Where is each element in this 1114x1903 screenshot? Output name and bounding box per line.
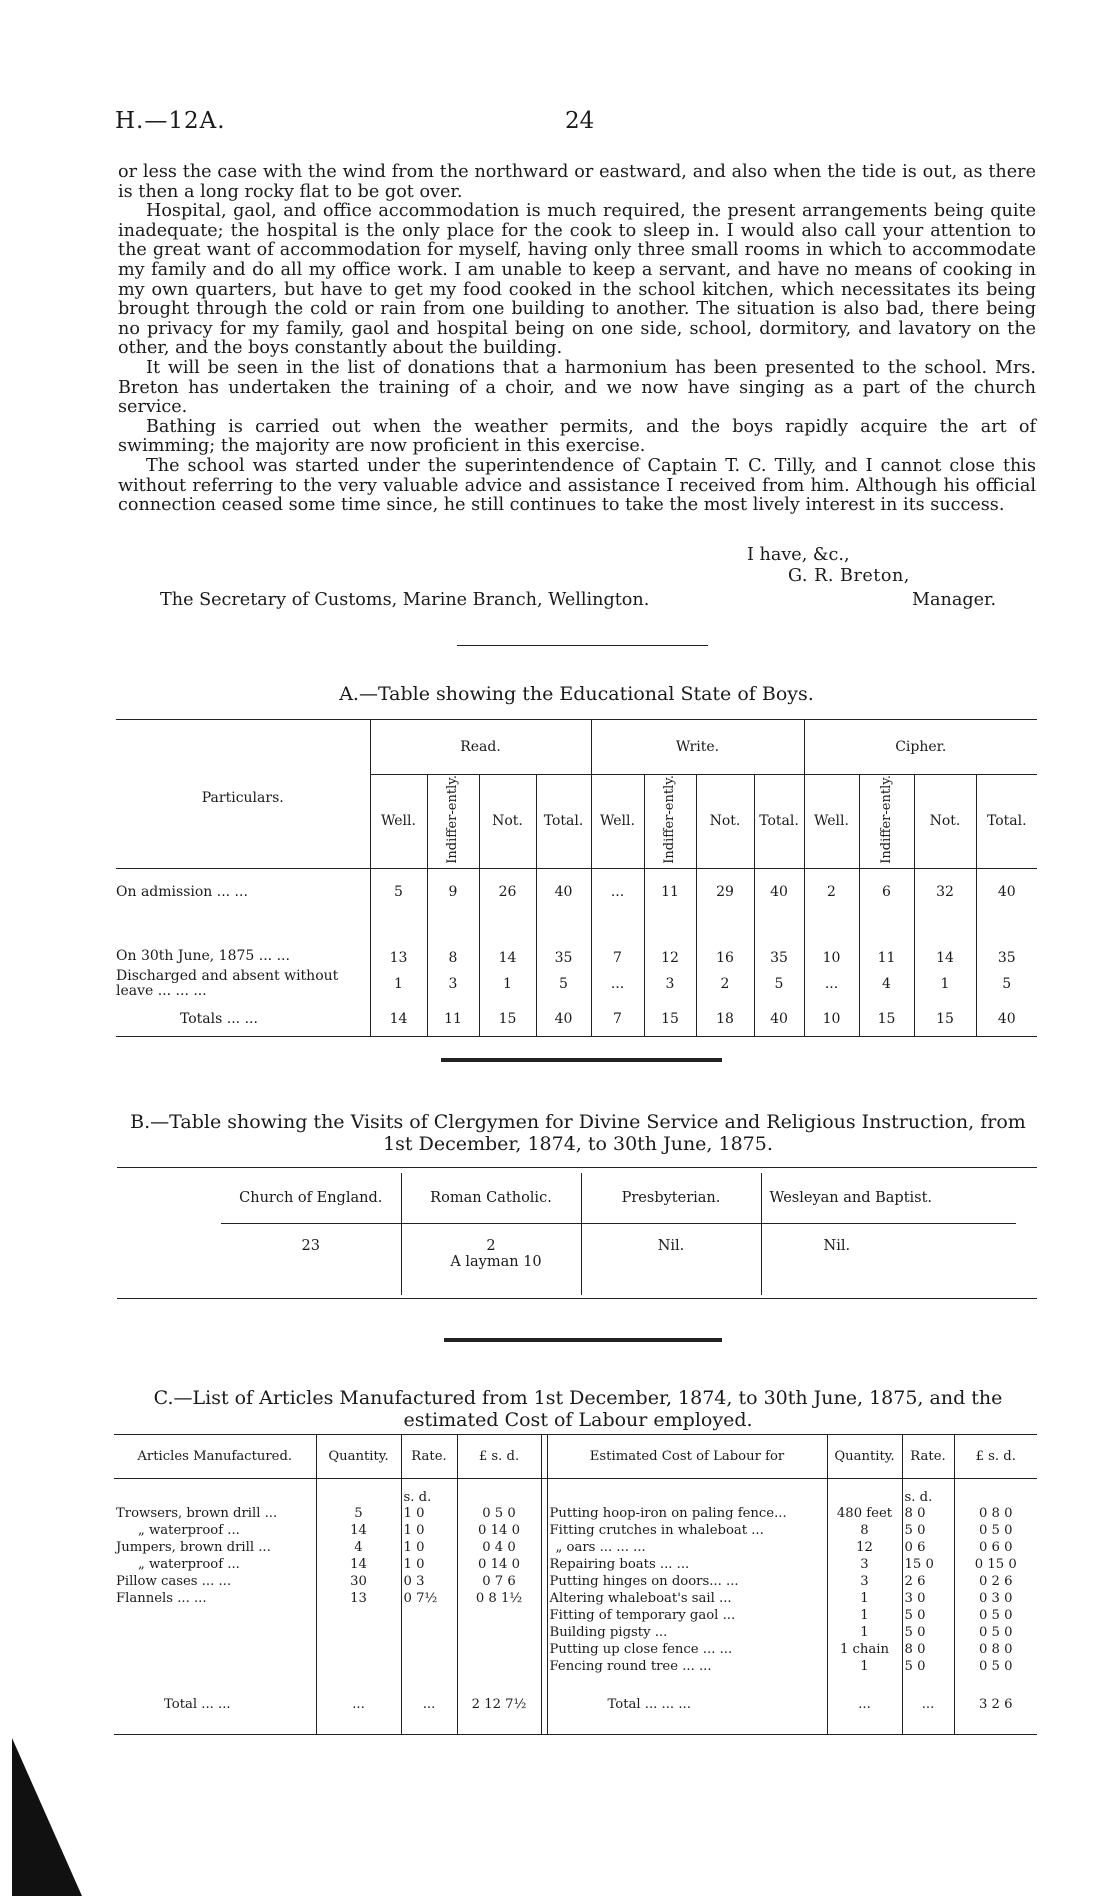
particulars-header: Particulars. [201,789,284,806]
table-row: „ waterproof ... 14 1 0 0 14 0 Fitting crutches in whaleboat ... 8 5 0 0 5 0 [114,1522,1037,1539]
paragraph: or less the case with the wind from the northward or eastward, and also when the tide is out, as there is then a long rocky flat to be got over. [118,162,1036,202]
letter-body [118,163,1036,516]
table-row: Putting up close fence ... ... 1 chain 8 0 0 8 0 [114,1641,1037,1658]
write-header: Write. [591,720,804,775]
col-total: Total. [536,775,591,869]
col-total: Total. [754,775,804,869]
table-c-caption: C.—List of Articles Manufactured from 1st December, 1874, to 30th June, 1875, and the estimated Cost of Labour employed. [153,1387,1003,1431]
quantity-header: Quantity. [316,1435,401,1479]
amount-header: £ s. d. [954,1435,1037,1479]
wesleyan-baptist-value: Nil. [761,1223,1016,1295]
col-total: Total. [976,775,1037,869]
table-b [221,1173,1016,1295]
col-not: Not. [914,775,976,869]
amount-header: £ s. d. [457,1435,541,1479]
table-row: Trowsers, brown drill ... 5 1 0 0 5 0 Putting hoop-iron on paling fence... 480 feet 8 0 0 8 0 [114,1505,1037,1522]
table-row: Discharged and absent without leave ... ... ... 1 3 1 5 ... 3 2 5 ... 4 1 5 [116,966,1037,1002]
table-a [116,719,1037,1037]
thick-divider [441,1058,722,1062]
table-row-totals: Total ... ... ... ... 2 12 7½ Total ... ... ... ... ... 3 2 6 [114,1675,1037,1735]
rate-unit: s. d. [902,1479,954,1505]
col-indifferently: Indiffer-ently. [859,775,914,869]
layman-note: A layman 10 [450,1253,542,1270]
col-well: Well. [804,775,859,869]
read-header: Read. [370,720,591,775]
presbyterian-value: Nil. [581,1223,761,1295]
col-well: Well. [370,775,427,869]
table-row: Building pigsty ... 1 5 0 0 5 0 [114,1624,1037,1641]
labour-header: Estimated Cost of Labour for [589,1449,785,1464]
table-c [114,1434,1037,1735]
table-row: On 30th June, 1875 ... ... 13 8 14 35 7 12 16 35 10 11 14 35 [116,916,1037,966]
col-indifferently: Indiffer-ently. [427,775,479,869]
addressee: The Secretary of Customs, Marine Branch, Wellington. [160,590,650,610]
table-row: „ waterproof ... 14 1 0 0 14 0 Repairing boats ... ... 3 15 0 0 15 0 [114,1556,1037,1573]
col-indifferently: Indiffer-ently. [644,775,696,869]
scan-edge-shadow [12,1738,82,1896]
divider [457,645,708,646]
rate-unit: s. d. [401,1479,457,1505]
presbyterian-header: Presbyterian. [581,1173,761,1223]
church-of-england-value: 23 [301,1237,320,1254]
table-row: Pillow cases ... ... 30 0 3 0 7 6 Putting hinges on doors... ... 3 2 6 0 2 6 [114,1573,1037,1590]
rate-header: Rate. [902,1435,954,1479]
signature: G. R. Breton, [788,566,910,586]
page-number: 24 [565,108,595,134]
quantity-header: Quantity. [827,1435,902,1479]
col-not: Not. [696,775,754,869]
table-row: Fencing round tree ... ... 1 5 0 0 5 0 [114,1658,1037,1675]
paragraph: It will be seen in the list of donations that a harmonium has been presented to the school. Mrs. Breton has undertaken the training of a choir, and we now have singing as a part of the church service. [118,357,1036,418]
wesleyan-baptist-header: Wesleyan and Baptist. [761,1173,1016,1223]
paragraph: Hospital, gaol, and office accommodation is much required, the present arrangements being quite inadequate; the hospital is the only place for the cook to sleep in. I would also call your attention to the great want of accommodation for myself, having only three small rooms in which to accommodate my family and do all my office work. I am unable to keep a servant, and have no means of cooking in my own quarters, but have to get my food cooked in the school kitchen, which necessitates its being brought through the cold or rain from one building to another. The situation is also bad, there being no privacy for my family, gaol and hospital being on one side, school, dormitory, and lavatory on the other, and the boys constantly about the building. [118,201,1036,359]
rule [117,1167,1037,1168]
table-row: Fitting of temporary gaol ... 1 5 0 0 5 0 [114,1607,1037,1624]
page-reference: H.—12A. [115,108,226,134]
table-row: Flannels ... ... 13 0 7½ 0 8 1½ Altering whaleboat's sail ... 1 3 0 0 3 0 [114,1590,1037,1607]
paragraph: Bathing is carried out when the weather permits, and the boys rapidly acquire the art of swimming; the majority are now proficient in this exercise. [118,416,1036,457]
closing: I have, &c., [747,545,850,565]
cipher-header: Cipher. [804,720,1037,775]
church-of-england-header: Church of England. [239,1189,383,1206]
table-row-totals: Totals ... ... 14 11 15 40 7 15 18 40 10 15 15 40 [116,1002,1037,1036]
col-not: Not. [479,775,536,869]
roman-catholic-value: 2 A layman 10 [401,1223,581,1295]
signatory-title: Manager. [912,590,997,610]
rate-header: Rate. [401,1435,457,1479]
table-row: On admission ... ... 5 9 26 40 ... 11 29 40 2 6 32 40 [116,868,1037,916]
col-well: Well. [591,775,644,869]
paragraph: The school was started under the superintendence of Captain T. C. Tilly, and I cannot close this without referring to the very valuable advice and assistance I received from him. Although his official connection ceased some time since, he still continues to take the most lively interest in its success. [118,455,1036,516]
articles-header: Articles Manufactured. [137,1449,293,1464]
thick-divider [444,1338,722,1342]
table-b-caption: B.—Table showing the Visits of Clergymen for Divine Service and Religious Instruction, from 1st December, 1874, to 30th June, 1875. [130,1111,1026,1155]
roman-catholic-header: Roman Catholic. [401,1173,581,1223]
table-row: Jumpers, brown drill ... 4 1 0 0 4 0 „ oars ... ... ... 12 0 6 0 6 0 [114,1539,1037,1556]
table-a-caption: A.—Table showing the Educational State of Boys. [339,683,814,705]
rule [117,1298,1037,1299]
